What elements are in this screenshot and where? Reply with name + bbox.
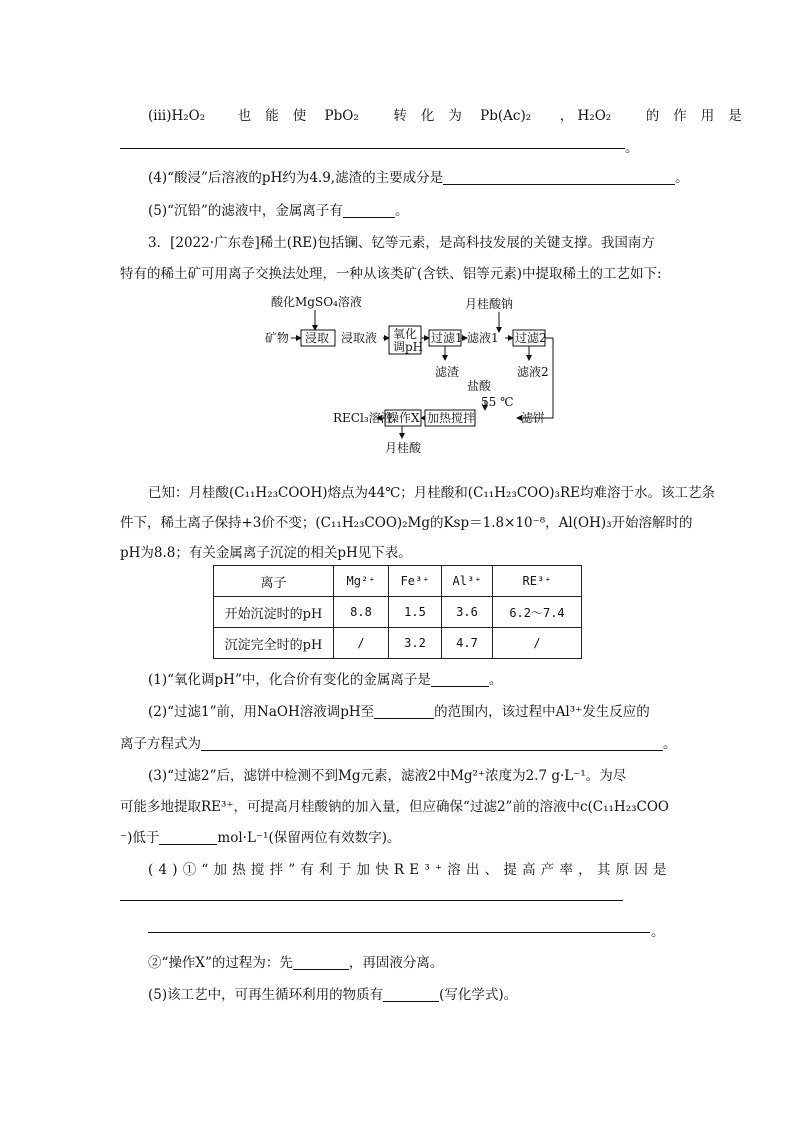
q-iii-end: 。 [625, 140, 639, 156]
flow-hcl: 盐酸 [467, 379, 492, 393]
q4b-blank[interactable] [293, 955, 349, 970]
table-header: Al³⁺ [442, 566, 493, 597]
q3-text-b: mol·L⁻¹(保留两位有效数字)。 [217, 830, 401, 846]
q2-end: 。 [663, 736, 677, 752]
q4b-text-b: ，再固液分离。 [348, 955, 444, 971]
table-row [214, 597, 582, 628]
table-header: Mg²⁺ [334, 566, 389, 597]
table-header: 离子 [214, 566, 334, 597]
known-line2: 件下，稀土离子保持+3价不变；(C₁₁H₂₃COO)₂Mg的Ksp＝1.8×10⁻⁸，Al(OH)₃开始溶解时的 [120, 515, 693, 531]
table-header: Fe³⁺ [389, 566, 442, 597]
flow-reagent1: 酸化MgSO₄溶液 [271, 295, 362, 309]
q4-prev-text: (4)“酸浸”后溶液的pH约为4.9,滤渣的主要成分是 [148, 170, 444, 186]
q5-text-a: (5)该工艺中，可再生循环利用的物质有 [148, 987, 384, 1003]
flow-recl3: RECl₃溶液 [333, 411, 393, 425]
table-cell: / [334, 628, 389, 659]
q5-blank[interactable] [383, 987, 439, 1002]
q1-line [148, 668, 502, 688]
flow-lauric: 月桂酸 [385, 441, 422, 455]
q3-blank[interactable] [159, 830, 217, 845]
q5-line [148, 983, 517, 1003]
q4-end: 。 [651, 924, 665, 940]
q-iii-compound: PbO₂ [324, 108, 359, 124]
q5-prev-text: (5)“沉铅”的滤液中，金属离子有 [148, 203, 343, 219]
q3-line2: 可能多地提取RE³⁺，可提高月桂酸钠的加入量，但应确保“过滤2”前的溶液中c(C₁₁H₂₃COO [120, 799, 669, 815]
table-cell: 1.5 [389, 597, 442, 628]
q2-text-a: (2)“过滤1”前，用NaOH溶液调pH至 [148, 704, 375, 720]
q-iii-word2: 转化为 [393, 108, 476, 124]
q2-blank1[interactable] [374, 704, 434, 719]
table-cell: / [493, 628, 582, 659]
known-line1: 已知：月桂酸(C₁₁H₂₃COOH)熔点为44℃；月桂酸和(C₁₁H₂₃COO)₃RE均难溶于水。该工艺条 [148, 485, 715, 501]
q2-line2 [120, 732, 677, 752]
q-iii-comma: ， [559, 108, 574, 124]
answer-line-iii[interactable] [120, 148, 625, 149]
table-cell: 3.2 [389, 628, 442, 659]
table-cell: 6.2～7.4 [493, 597, 582, 628]
flow-oxid2: 调pH [393, 340, 424, 354]
flow-leach: 浸取 [305, 331, 330, 345]
q-iii-line [148, 104, 756, 124]
q5-prev-end: 。 [394, 203, 409, 219]
flow-temp: 55 ℃ [481, 395, 514, 409]
table-cell: 开始沉淀时的pH [214, 597, 334, 628]
q-iii-prefix: (iii)H₂O₂ [148, 108, 206, 124]
table-cell: 沉淀完全时的pH [214, 628, 334, 659]
q1-text: (1)“氧化调pH”中，化合价有变化的金属离子是 [148, 672, 431, 688]
flow-leachate: 浸取液 [341, 331, 378, 345]
known-line3: pH为8.8；有关金属离子沉淀的相关pH见下表。 [120, 545, 412, 561]
q4-prev-blank[interactable] [443, 170, 675, 185]
q4-answer-line2[interactable] [148, 932, 650, 933]
flow-filter2: 过滤2 [515, 331, 547, 345]
q4b-line [148, 951, 443, 971]
table-cell: 3.6 [442, 597, 493, 628]
q2-line1 [148, 700, 650, 720]
q4b-text-a: ②“操作X”的过程为：先 [148, 955, 293, 971]
table-header: RE³⁺ [493, 566, 582, 597]
flow-heat: 加热搅拌 [427, 411, 476, 425]
q-iii-word1: 也能使 [237, 108, 321, 124]
q-iii-word3: 的作用是 [645, 108, 756, 124]
q3-line1: (3)“过滤2”后，滤饼中检测不到Mg元素，滤液2中Mg²⁺浓度为2.7 g·L⁻¹。为尽 [148, 768, 627, 784]
flow-cake: 滤饼 [521, 411, 546, 425]
flow-ore: 矿物 [265, 331, 290, 345]
q3-line3 [120, 826, 400, 846]
q4-answer-line1[interactable] [120, 900, 623, 901]
q-iii-product: Pb(Ac)₂ [480, 108, 532, 124]
flow-filtrate2: 滤液2 [517, 365, 549, 379]
q2-text-b: 的范围内，该过程中Al³⁺发生反应的 [434, 704, 650, 720]
q3-text-a: ⁻)低于 [120, 830, 160, 846]
flow-opx: 操作X [387, 411, 420, 425]
q5-prev-blank[interactable] [343, 203, 395, 218]
q2-blank2[interactable] [201, 736, 663, 751]
q-iii-h2o2: H₂O₂ [577, 108, 612, 124]
q1-end: 。 [488, 672, 503, 688]
table-cell: 8.8 [334, 597, 389, 628]
q5-prev-line [148, 199, 408, 219]
flow-residue: 滤渣 [435, 365, 460, 379]
flow-laurate: 月桂酸钠 [465, 297, 514, 311]
table-header-row [214, 566, 582, 597]
q5-text-b: (写化学式)。 [439, 987, 518, 1003]
q4-line1: (4)①“加热搅拌”有利于加快RE³⁺溶出、提高产率，其原因是 [148, 862, 672, 878]
table-cell: 4.7 [442, 628, 493, 659]
ph-table [213, 565, 582, 659]
problem3-line2: 特有的稀土矿可用离子交换法处理，一种从该类矿(含铁、铝等元素)中提取稀土的工艺如下: [120, 266, 662, 282]
flow-filter1: 过滤1 [431, 331, 463, 345]
q4-prev-line [148, 166, 689, 186]
process-flow-diagram [255, 292, 565, 462]
flow-oxid1: 氧化 [393, 327, 418, 341]
flow-filtrate1: 滤液1 [467, 331, 499, 345]
problem3-line1: 3．[2022·广东卷]稀土(RE)包括镧、钇等元素，是高科技发展的关键支撑。我国南方 [148, 235, 655, 251]
q1-blank[interactable] [431, 672, 489, 687]
table-row [214, 628, 582, 659]
q2-text-c: 离子方程式为 [120, 736, 201, 752]
q4-prev-end: 。 [675, 170, 689, 186]
